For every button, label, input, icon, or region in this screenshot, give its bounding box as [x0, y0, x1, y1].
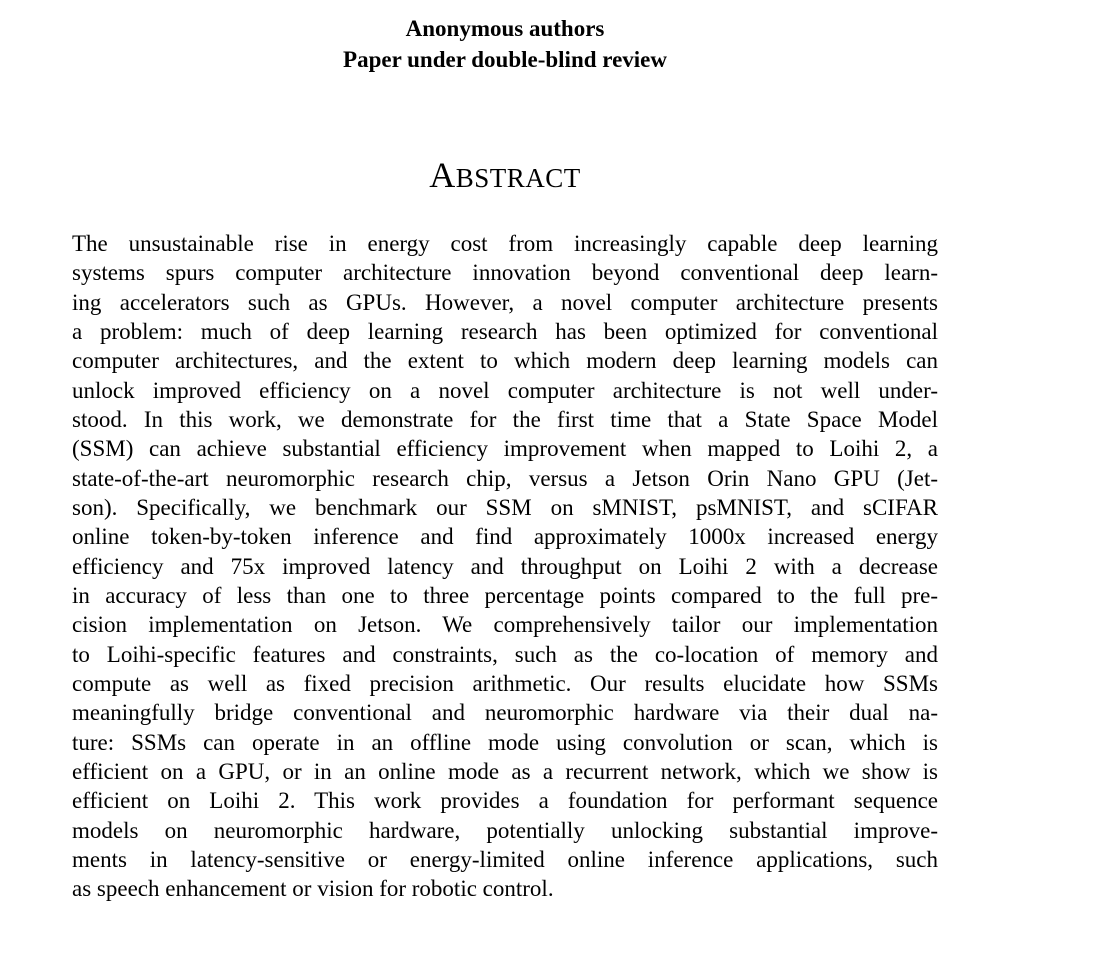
abstract-line: state-of-the-art neuromorphic research chip, versus a Jetson Orin Nano GPU (Jet-	[72, 465, 938, 491]
abstract-line: meaningfully bridge conventional and neuromorphic hardware via their dual na-	[72, 700, 938, 726]
abstract-line: models on neuromorphic hardware, potentially unlocking substantial improve-	[72, 817, 938, 843]
author-block	[72, 14, 938, 75]
abstract-line: systems spurs computer architecture innovation beyond conventional deep learn-	[72, 260, 938, 286]
abstract-line: efficient on a GPU, or in an online mode as a recurrent network, which we show is	[72, 758, 938, 784]
authors-line: Anonymous authors	[405, 16, 605, 41]
abstract-line: ture: SSMs can operate in an offline mode using convolution or scan, which is	[72, 729, 938, 755]
abstract-line: (SSM) can achieve substantial efficiency improvement when mapped to Loihi 2, a	[72, 436, 938, 462]
abstract-line: ments in latency-sensitive or energy-limited online inference applications, such	[72, 846, 938, 872]
abstract-line: stood. In this work, we demonstrate for the first time that a State Space Model	[72, 406, 938, 432]
abstract-line: compute as well as fixed precision arithmetic. Our results elucidate how SSMs	[72, 670, 938, 696]
abstract-line: unlock improved efficiency on a novel computer architecture is not well under-	[72, 377, 938, 403]
abstract-heading: ABSTRACT	[429, 155, 581, 195]
abstract-line: computer architectures, and the extent to which modern deep learning models can	[72, 348, 938, 374]
abstract-body	[72, 229, 938, 904]
abstract-line: The unsustainable rise in energy cost from increasingly capable deep learning	[72, 231, 938, 256]
abstract-line: to Loihi-specific features and constraints, such as the co-location of memory and	[72, 641, 938, 667]
abstract-line: a problem: much of deep learning research has been optimized for conventional	[72, 318, 938, 344]
abstract-line: online token-by-token inference and find approximately 1000x increased energy	[72, 524, 938, 550]
abstract-line: efficiency and 75x improved latency and throughput on Loihi 2 with a decrease	[72, 553, 938, 579]
abstract-line: ing accelerators such as GPUs. However, a novel computer architecture presents	[72, 289, 938, 315]
abstract-line: as speech enhancement or vision for robotic control.	[72, 876, 554, 902]
abstract-line: in accuracy of less than one to three percentage points compared to the full pre-	[72, 582, 938, 608]
abstract-line: son). Specifically, we benchmark our SSM on sMNIST, psMNIST, and sCIFAR	[72, 494, 938, 520]
review-status-line: Paper under double-blind review	[343, 46, 667, 72]
abstract-line: efficient on Loihi 2. This work provides a foundation for performant sequence	[72, 788, 938, 814]
abstract-line: cision implementation on Jetson. We comprehensively tailor our implementation	[72, 612, 938, 638]
